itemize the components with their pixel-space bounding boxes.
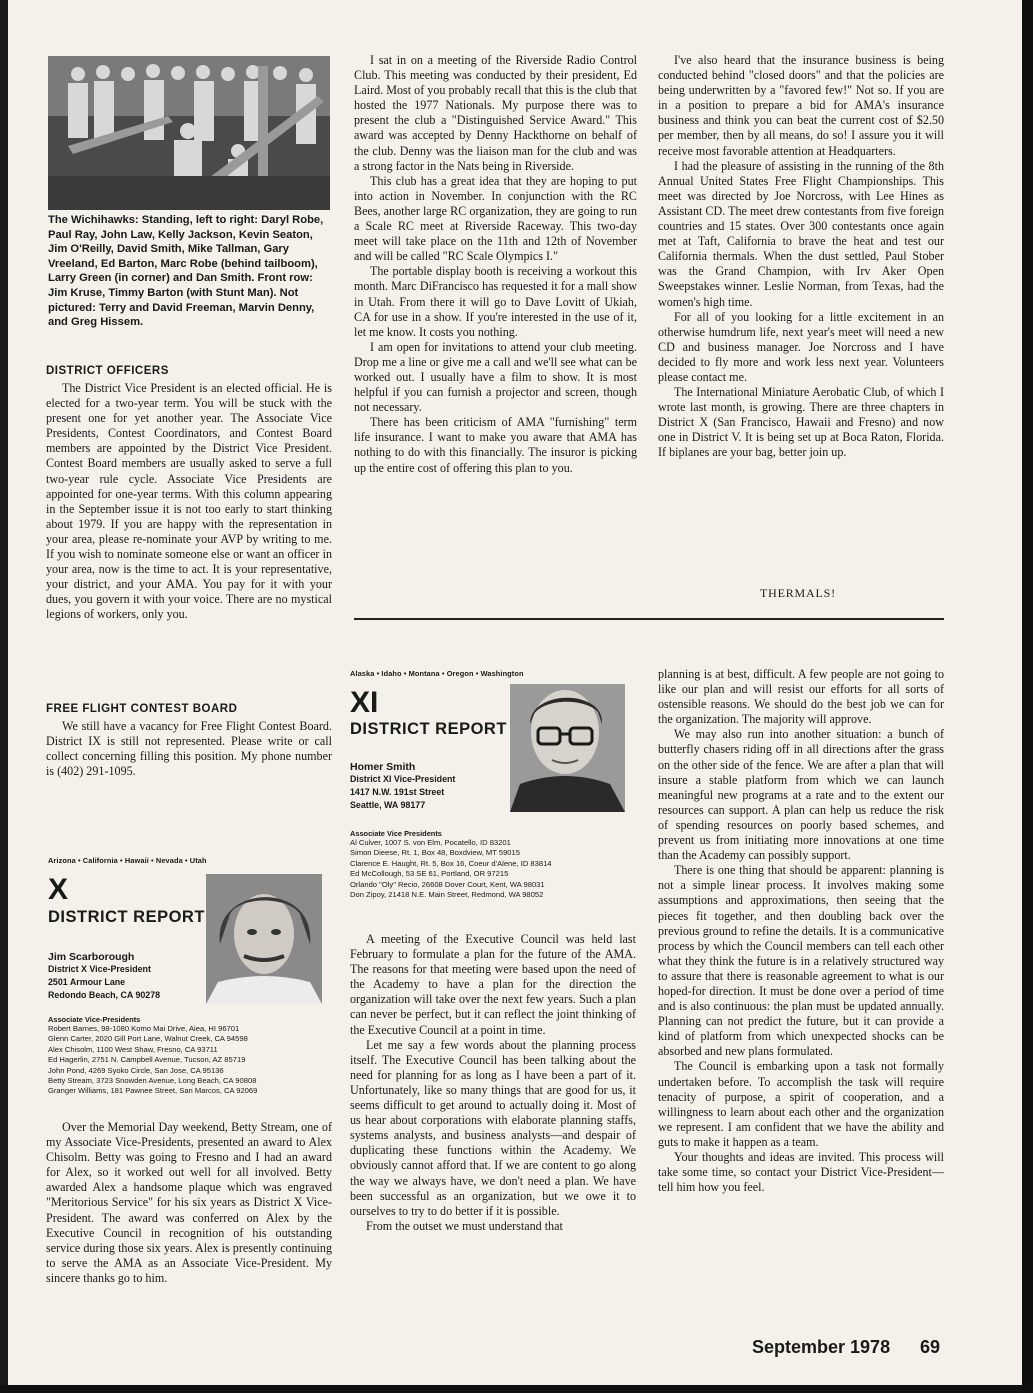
jim-scarborough-portrait bbox=[206, 874, 322, 1004]
club-group-photo bbox=[48, 56, 330, 210]
issue-date: September 1978 bbox=[752, 1337, 891, 1357]
column-3-top bbox=[658, 53, 944, 461]
paragraph: For all of you looking for a little excitement in an otherwise humdrum life, next year's meet will need a new CD and business manager. Joe Norcross and I have decided to fly more and work less next year. Volunteers please contact me. bbox=[658, 309, 944, 384]
paragraph: The International Miniature Aerobatic Club, of which I wrote last month, is growing. There are three chapters in District X (San Francisco, Hawaii and Fresno) and now one in District V. It is being set up at Boca Raton, Florida. If biplanes are your bag, better join up. bbox=[658, 385, 944, 460]
paragraph: The Council is embarking upon a task not formally undertaken before. To accomplish the task will require tenacity of purpose, a spirit of cooperation, and a willingness to learn about each other and the organization we represent. I am confident that we have the ability and guts to make it happen as a team. bbox=[658, 1059, 944, 1149]
assoc-entry: Clarence E. Haught, Rt. 5, Box 16, Coeur d'Alene, ID 83814 bbox=[350, 858, 552, 868]
paragraph: There is one thing that should be apparent: planning is not a simple linear process. It involves making some assumptions and approximations, then seeing that the pieces fit together, and then doubling back over the previous ground to refine the details. It is a communicative process by which the Council members can tell each other what they think the future is in a relatively structured way to assure that there is reasonable agreement to what is our hoped-for direction. It must be done over a period of time and is also continuous: the plan must be updated annually. Planning can not predict the future, but it can provide a kind of platform from which unexpected shocks can be absorbed and new plans formulated. bbox=[658, 863, 944, 1059]
assoc-entry: John Pond, 4269 Syoko Circle, San Jose, CA 95136 bbox=[48, 1065, 224, 1075]
paragraph: The portable display booth is receiving a workout this month. Marc DiFrancisco has requested it for a mall show in Utah. From there it will go to Dave Lovitt of Ukiah, CA for use in a show. If you're interested in the use of it, let me know. It costs you nothing. bbox=[354, 264, 637, 339]
vp-title: District X Vice-President bbox=[48, 964, 151, 974]
assoc-entry: Ed McCollough, 53 SE 61, Portland, OR 97215 bbox=[350, 869, 509, 879]
assoc-entry: Orlando "Oly" Recio, 26608 Dover Court, Kent, WA 98031 bbox=[350, 879, 545, 889]
assoc-entry: Betty Stream, 3723 Snowden Avenue, Long Beach, CA 90808 bbox=[48, 1076, 257, 1086]
vp-name: Homer Smith bbox=[350, 761, 416, 773]
district-x-vp-block bbox=[48, 951, 208, 1001]
photo-caption: The Wichihawks: Standing, left to right: Daryl Robe, Paul Ray, John Law, Kelly Jackson, Kevin Seaton, Jim O'Reilly, David Smith, Mike Tallman, Gary Vreeland, Ed Barton, Marc Robe (behind tailboom), Larry Green (in corner) and Dan Smith. Front row: Jim Kruse, Timmy Barton (with Stunt Man). Not pictured: Terry and David Freeman, Marvin Denny, and Greg Hissem. bbox=[48, 214, 324, 329]
page-number: 69 bbox=[920, 1337, 941, 1357]
district-officers-text: The District Vice President is an elected official. He is elected for a two-year term. You will be stuck with the present one for yet another year. The Associate Vice Presidents, Contest Coordinators, and Contest Board members are appointed by the District Vice President. Contest Board members are usually asked to serve a full two-year rule cycle. Associate Vice Presidents are appointed for one-year terms. With this column appearing in the September issue it is not too early to start thinking about 1979. If you are happy with the representation in your area, please re-nominate your AVP by writing to me. If you wish to nominate someone else or want an officer in your area, now is the time to act. It is your representative, your district, and your AMA. You pay for it with your dues, you govern it with your voice. There are no mystical legions of workers, only you. bbox=[46, 381, 332, 622]
paragraph: I sat in on a meeting of the Riverside Radio Control Club. This meeting was conducted by their president, Ed Laird. Most of you probably recall that this is the club that hosted the 1977 Nationals. My purpose there was to present the club a "Distinguished Service Award." This award was accepted by Denny Hackthorne on behalf of the club. Denny was the liaison man for the club and was a strong factor in the Nats being in Riverside. bbox=[354, 53, 637, 173]
district-x-associates bbox=[48, 1015, 338, 1097]
paragraph: From the outset we must understand that bbox=[366, 1218, 563, 1233]
paragraph: We may also run into another situation: a bunch of butterfly chasers riding off in all directions after the grass on the other side of the fence. We are after a plan that will insure a stable platform from which we can launch meaningful new programs at a rate and to the extent our resources can support. A plan can help us reduce the risk of spending resources on poorly based schemes, and prevent us from initiating more innovations at one time than the Academy can possibly support. bbox=[658, 727, 944, 863]
district-xi-body-col2 bbox=[350, 932, 636, 1234]
paragraph: I had the pleasure of assisting in the running of the 8th Annual United States Free Flight Championships. This meet was directed by Joe Norcross, with Lee Hines as Assistant CD. The meet drew contestants from five foreign countries and 15 states. Over 300 contestants once again met at Taft, California to brave the heat and test our California thermals. When the dust settled, Paul Stober was the Grand Champion, with Irv Aker Open Sweepstakes winner. Leslie Norman, from Texas, had the women's high time. bbox=[658, 158, 944, 309]
portrait-illustration bbox=[510, 684, 625, 812]
section-divider bbox=[354, 618, 944, 620]
vp-name: Jim Scarborough bbox=[48, 951, 135, 963]
paragraph: Let me say a few words about the planning process itself. The Executive Council has been talking about the need for planning for as long as I have been a part of it. Unfortunately, like so many things that are good for us, it seems difficult to get around to actually doing it. Most of us hear about corporations with elaborate planning staffs, systems analysts, and business analysts—and despair of duplicating these functions within the Academy. We obviously cannot afford that. If we are content to go along the way we always have, we don't need a plan. We have been successful as an organization, but we owe it to ourselves to try to do better if it is possible. bbox=[350, 1037, 636, 1218]
assoc-entry: Ed Hagerlin, 2751 N. Campbell Avenue, Tucson, AZ 85719 bbox=[48, 1055, 246, 1065]
assoc-entry: Don Zipoy, 21418 N.E. Main Street, Redmond, WA 98052 bbox=[350, 890, 544, 900]
paragraph: I am open for invitations to attend your club meeting. Drop me a line or give me a call and we'll see what can be worked out. I usually have a film to show. It is most helpful if you can furnish a projector and screen, though not necessary. bbox=[354, 339, 637, 415]
column-2-top bbox=[354, 53, 637, 476]
district-xi-title: DISTRICT REPORT bbox=[350, 720, 507, 738]
district-x-number: X bbox=[48, 873, 69, 906]
magazine-page bbox=[8, 0, 1022, 1385]
district-x-states: Arizona • California • Hawaii • Nevada • Utah bbox=[48, 856, 207, 865]
vp-city: Redondo Beach, CA 90278 bbox=[48, 989, 161, 1000]
assoc-entry: Al Culver, 1007 S. von Elm, Pocatello, ID 83201 bbox=[350, 838, 511, 847]
district-xi-vp-block bbox=[350, 761, 510, 811]
signoff: THERMALS! bbox=[760, 586, 836, 600]
page-edge-shadow bbox=[1022, 0, 1033, 1393]
paragraph: Your thoughts and ideas are invited. This process will take some time, so contact your District Vice-President—tell him how you feel. bbox=[658, 1150, 944, 1195]
assoc-title: Associate Vice Presidents bbox=[350, 829, 442, 838]
assoc-entry: Glenn Carter, 2020 Gill Port Lane, Walnut Creek, CA 94598 bbox=[48, 1034, 248, 1044]
district-x-body: Over the Memorial Day weekend, Betty Stream, one of my Associate Vice-Presidents, presented an award to Alex Chisolm. Betty was going to Fresno and I had an award for Alex, so it worked out well for all involved. Betty awarded Alex a handsome plaque which was engraved "Meritorious Service" for his six years as District X Vice-President. The award was conferred on Alex by the Executive Council in recognition of his outstanding service during those six years. Alex is presently continuing to serve the AMA as an Associate Vice-President. My sincere thanks go to him. bbox=[46, 1120, 332, 1285]
vp-address: 1417 N.W. 191st Street bbox=[350, 786, 445, 797]
page-bottom-edge bbox=[0, 1385, 1033, 1393]
district-xi-body-col3 bbox=[658, 667, 944, 1195]
free-flight-heading: FREE FLIGHT CONTEST BOARD bbox=[46, 703, 238, 715]
district-officers-heading: DISTRICT OFFICERS bbox=[46, 365, 169, 377]
vp-address: 2501 Armour Lane bbox=[48, 976, 126, 987]
free-flight-text: We still have a vacancy for Free Flight Contest Board. District IX is still not represented. Please write or call collect concerning filling this position. My phone number is (402) 291-1095. bbox=[46, 719, 332, 779]
vp-title: District XI Vice-President bbox=[350, 774, 456, 784]
paragraph: planning is at best, difficult. A few people are not going to like our plan and will resist our efforts for all sorts of ostensible reasons. We should do the best job we can for the organization. The majority will approve. bbox=[658, 667, 944, 727]
district-xi-associates bbox=[350, 829, 640, 900]
assoc-entry: Robert Barnes, 98-1080 Komo Mai Drive, Aiea, HI 96701 bbox=[48, 1024, 240, 1033]
homer-smith-portrait bbox=[510, 684, 625, 812]
district-xi-number: XI bbox=[350, 686, 379, 719]
assoc-title: Associate Vice-Presidents bbox=[48, 1015, 141, 1024]
paragraph: This club has a great idea that they are hoping to put into action in November. In conjunction with the RC Bees, another large RC organization, they are going to run a Scale RC meet at Riverside Raceway. This two-day meet will take place on the 11th and 12th of November and will be called "RC Scale Olympics I." bbox=[354, 173, 637, 264]
paragraph: I've also heard that the insurance business is being conducted behind "closed doors" and that the policies are being underwritten by a "favored few!" Not so. If you are in a position to prepare a bid for AMA's insurance business and think you can beat the current cost of $2.50 per member, then by all means, do so! I assure you it will receive most favorable attention at Headquarters. bbox=[658, 53, 944, 158]
paragraph: There has been criticism of AMA "furnishing" term life insurance. I want to make you aware that AMA has nothing to do with this financially. The insuror is picking up the entire cost of offering this plan to you. bbox=[354, 415, 637, 475]
portrait-illustration bbox=[206, 874, 322, 1004]
paragraph: A meeting of the Executive Council was held last February to formulate a plan for the future of the AMA. The reasons for that meeting were based upon the need of the Academy to have a plan for the direction the organization will take over the next few years. Such a plan can never be perfect, but it can reflect the joint thinking of the Executive Council at a point in time. bbox=[350, 932, 636, 1037]
assoc-entry: Alex Chisolm, 1100 West Shaw, Fresno, CA 93711 bbox=[48, 1044, 218, 1054]
photo-illustration bbox=[48, 56, 330, 210]
assoc-entry: Simon Dieese, Rt. 1, Box 48, Boxdview, MT 59015 bbox=[350, 848, 520, 858]
district-xi-states: Alaska • Idaho • Montana • Oregon • Washington bbox=[350, 669, 524, 678]
vp-city: Seattle, WA 98177 bbox=[350, 799, 426, 810]
district-x-title: DISTRICT REPORT bbox=[48, 908, 205, 926]
assoc-entry: Granger Williams, 181 Pawnee Street, San Marcos, CA 92069 bbox=[48, 1086, 258, 1096]
